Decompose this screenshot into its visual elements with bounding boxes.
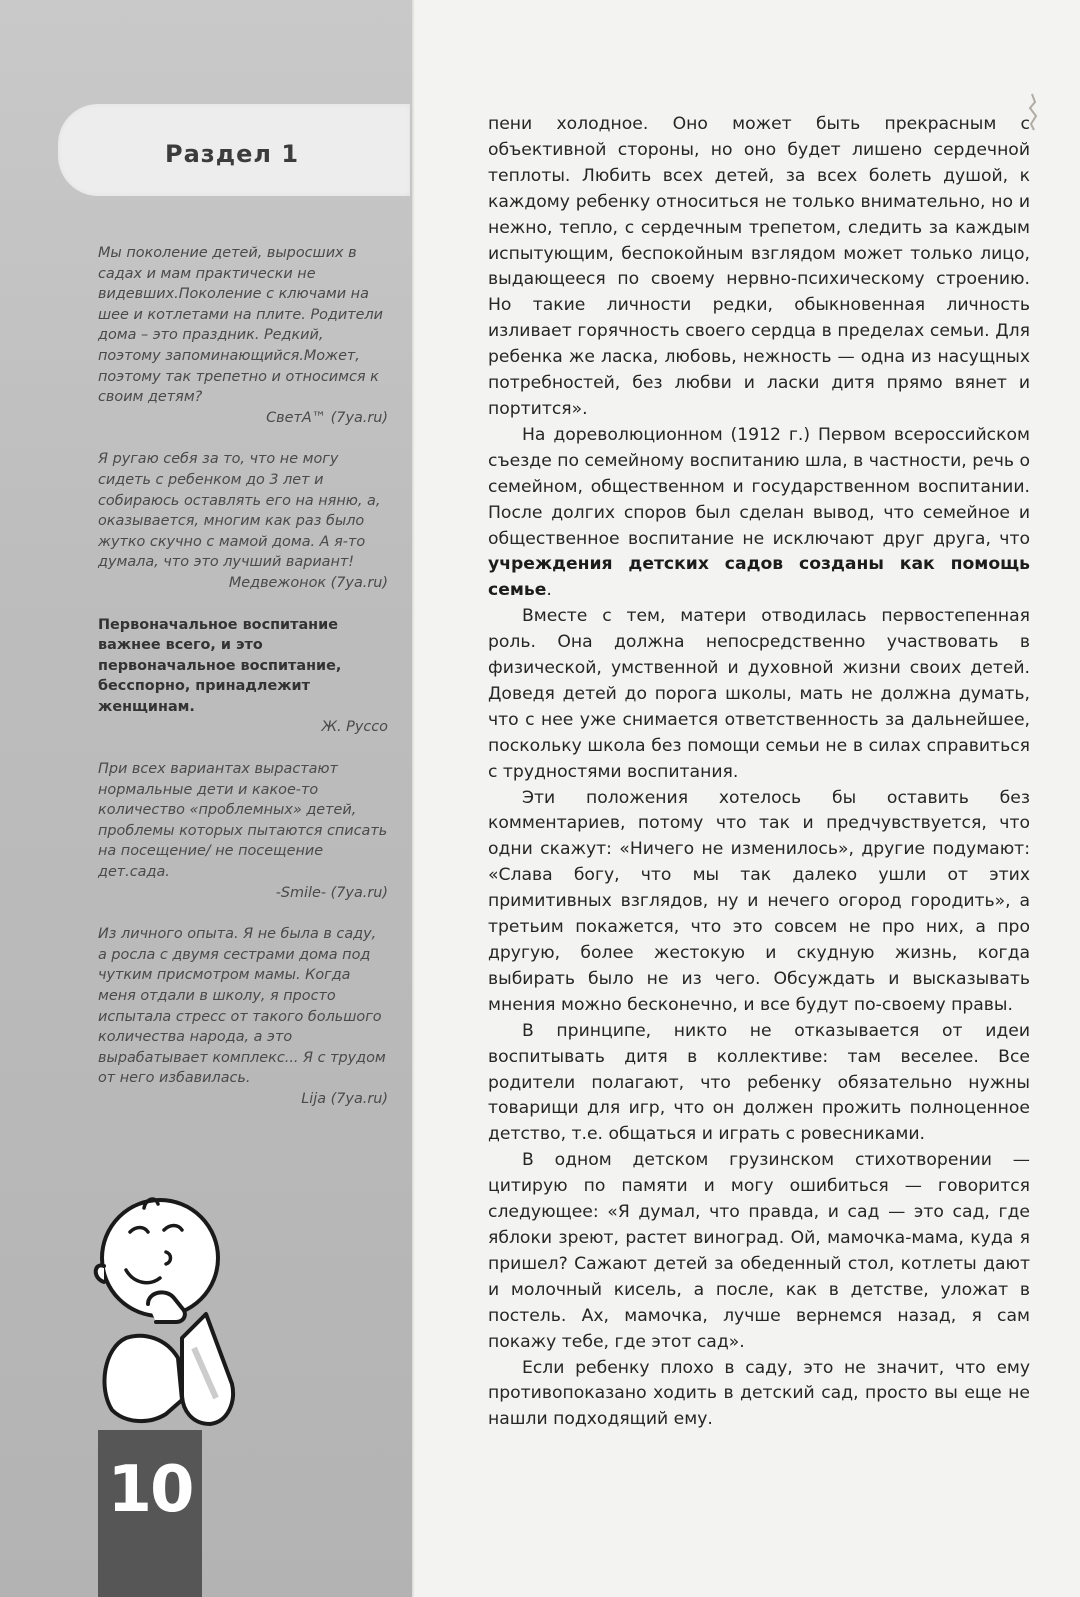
baby-with-bottle-illustration — [86, 1188, 246, 1428]
quote-author: Медвежонок (7ya.ru) — [228, 574, 388, 591]
paragraph-text: На дореволюционном (1912 г.) Первом всероссийском съезде по семейному воспитанию шла, в частности, речь о семейном, общественном и государственном воспитании. После долгих споров был сделан вывод, что семейное и общественное воспитание не исключают друг друга, что — [488, 424, 1030, 549]
paragraph-text: . — [546, 580, 552, 601]
sidebar-quote — [98, 924, 388, 1109]
paragraph — [488, 423, 1030, 604]
quote-text: Из личного опыта. Я не была в саду, а росла с двумя сестрами дома под чутким присмотром мамы. Когда меня отдали в школу, я просто испытала стресс от такого большого количества народа, а это вырабатывает комплекс... Я с трудом от него избавилась. — [98, 926, 386, 1087]
main-text-column — [488, 112, 1030, 1433]
quote-text: Первоначальное воспитание важнее всего, и это первоначальное воспитание, бесспорно, принадлежит женщинам. — [98, 616, 342, 715]
paper-damage-mark — [1022, 92, 1042, 132]
sidebar-quote — [98, 243, 388, 428]
sidebar-quotes — [98, 243, 388, 1131]
quote-author: Lija (7ya.ru) — [301, 1090, 388, 1107]
paragraph: Вместе с тем, матери отводилась первостепенная роль. Она должна непосредственно участвовать в физической, умственной и духовной жизни своих детей. Доведя детей до порога школы, мать не должна думать, что с нее уже снимается ответственность за дальнейшее, поскольку школа без помощи семьи не в силах справиться с трудностями воспитания. — [488, 606, 1030, 782]
section-title: Раздел 1 — [165, 140, 300, 168]
quote-text: Я ругаю себя за то, что не могу сидеть с ребенком до 3 лет и собираюсь оставлять его на няню, а, оказывается, многим как раз было жутко скучно с мамой дома. А я-то думала, что это лучший вариант! — [98, 451, 381, 571]
sidebar-quote-highlight — [98, 615, 388, 739]
quote-author: Ж. Руссо — [321, 719, 388, 736]
paragraph: В одном детском грузинском стихотворении — цитирую по памяти и могу ошибиться — говорится следующее: «Я думал, что правда, и сад — это сад, где яблоки зреют, растет виноград. Ой, мамочка-мама, куда я пришел? Сажают детей за обеденный стол, котлеты дают и молочный кисель, а после, как в детстве, уложат в постель. Ах, мамочка, лучше вернемся назад, я сам покажу тебе, где этот сад». — [488, 1150, 1030, 1352]
bold-emphasis: учреждения детских садов созданы как помощь семье — [488, 554, 1030, 601]
paragraph: Эти положения хотелось бы оставить без комментариев, потому что так и предчувствуется, что одни скажут: «Ничего не изменилось», другие подумают: «Слава богу, что мы так далеко ушли от этих примитивных взглядов, ну и нечего огород городить», а третьим покажется, что это совсем не про них, а про другую, более жестокую и скудную жизнь, когда выбирать было не из чего. Обсуждать и высказывать мнения можно бесконечно, и все будут по-своему правы. — [488, 787, 1030, 1015]
paragraph: пени холодное. Оно может быть прекрасным с объективной стороны, но оно будет лишено сердечной теплоты. Любить всех детей, за всех болеть душой, к каждому ребенку относиться не только внимательно, но и нежно, тепло, с сердечным трепетом, следить за каждым испытующим, беспокойным взглядом может только лицо, выдающееся по своему нервно-психическому строению. Но такие личности редки, обыкновенная личность изливает горячность своего сердца в пределах семьи. Для ребенка же ласка, любовь, нежность — одна из насущных потребностей, без любви и ласки дитя прямо вянет и портится». — [488, 114, 1030, 419]
sidebar-quote — [98, 759, 388, 903]
quote-text: При всех вариантах вырастают нормальные дети и какое-то количество «проблемных» детей, проблемы которых пытаются списать на посещение/ не посещение дет.сада. — [98, 761, 388, 881]
quote-author: СветА™ (7ya.ru) — [266, 409, 388, 426]
paragraph: Если ребенку плохо в саду, это не значит, что ему противопоказано ходить в детский сад, просто вы еще не нашли подходящий ему. — [488, 1357, 1030, 1430]
sidebar-quote — [98, 449, 388, 593]
sidebar-edge — [412, 0, 415, 1597]
paragraph: В принципе, никто не отказывается от идеи воспитывать дитя в коллективе: там веселее. Все родители полагают, что ребенку обязательно нужны товарищи для игр, что он должен прожить полноценное детство, т.е. общаться и играть с ровесниками. — [488, 1020, 1030, 1145]
quote-author: -Smile- (7ya.ru) — [275, 884, 388, 901]
quote-text: Мы поколение детей, выросших в садах и мам практически не видевших.Поколение с ключами на шее и котлетами на плите. Родители дома – это праздник. Редкий, поэтому запоминающийся.Может, поэтому так трепетно и относимся к своим детям? — [98, 245, 384, 406]
page-number: 10 — [107, 1453, 193, 1527]
